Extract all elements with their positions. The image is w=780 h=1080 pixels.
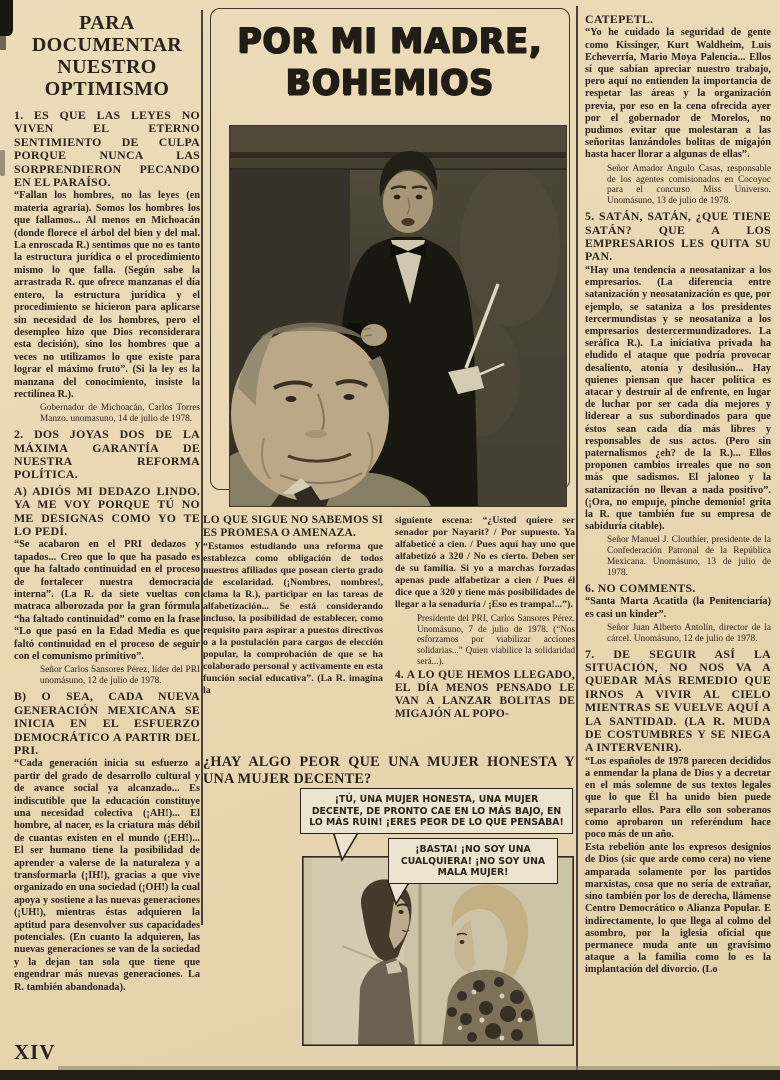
- scan-bottom-edge: [0, 1070, 780, 1080]
- speech-bubble-2: ¡BASTA! ¡NO SOY UNA CUALQUIERA! ¡NO SOY UNA MALA MUJER!: [388, 838, 558, 884]
- item-2-heading: 2. DOS JOYAS DOS DE LA MÁXIMA GARANTÍA DE NUESTRA REFORMA POLÍTICA.: [14, 427, 200, 482]
- center-column-1: [203, 514, 383, 697]
- item-4-heading: 4. A LO QUE HEMOS LLEGADO, EL DÍA MENOS PENSADO LE VAN A LANZAR BOLITAS DE MIGAJÓN AL POPO-: [395, 668, 575, 721]
- center-column-2: [395, 514, 575, 721]
- item-2a-heading: A) ADIÓS MI DEDAZO LINDO. YA ME VOY PORQUE TÚ NO ME DESIGNAS COMO YO TE LO PEDÍ.: [14, 483, 200, 538]
- item-2b-heading: B) O SEA, CADA NUEVA GENERACIÓN MEXICANA SE INICIA EN EL ESFUERZO DEMOCRÁTICO A PARTIR DEL PRI.: [14, 689, 200, 757]
- item-1-heading: 1. ES QUE LAS LEYES NO VIVEN EL ETERNO SENTIMIENTO DE CULPA PORQUE NUNCA LAS SORPRENDIERON PECANDO EN EL PARAÍSO.: [14, 108, 200, 190]
- photo-two-men: [230, 126, 566, 506]
- item-6-body: “Santa Marta Acatitla (la Penitenciaría) es casi un kinder”.: [585, 596, 771, 620]
- promise-heading: LO QUE SIGUE NO SABEMOS SI ES PROMESA O AMENAZA.: [203, 514, 383, 540]
- promise-body: “Estamos estudiando una reforma que establezca como obligación de todos nuestros afiliados que posean cierto grado de escolaridad. (¡Nombres, nombres!, clama la R.), participar en las tareas de alfabetización... Se está considerando incluso, la posibilidad de establecer, como requisito para aspirar a puestos directivos o a la postulación para cargos de elección popular, la comprobación de que se ha colaborado personal y activamente en esta función social educativa”. (La R. imagina la: [203, 541, 383, 697]
- item-4-attribution: Señor Amador Angulo Casas, responsable de los agentes comisionados en Cocoyoc para el concurso Miss Universo. Unomásuno, 13 de julio de 1978.: [607, 163, 771, 207]
- item-6-heading: 6. NO COMMENTS.: [585, 580, 696, 595]
- scan-corner-mark-2: [0, 36, 6, 50]
- comic-panel-illustration: [302, 856, 574, 1046]
- item-7-heading: 7. DE SEGUIR ASÍ LA SITUACIÓN, NO NOS VA A QUEDAR MÁS REMEDIO QUE IRNOS A VIVIR AL CIELO MIENTRAS SE VUELVE AQUÍ A LA SANTIDAD. (LA R. MUDA DE COSTUMBRES Y SE NIEGA A INTERVENIR).: [585, 646, 771, 755]
- item-6-attribution: Señor Juan Alberto Antolín, director de la cárcel. Unomásuno, 12 de julio de 1978.: [607, 622, 771, 644]
- item-1-body: “Fallan los hombres, no las leyes (en materia agraria). Somos los hombres los que fallamos... Al menos en Michoacán (donde florece el árbol del bien y del mal. La enroscada R.) sentimos que no es tanto la estructura jurídica o el procedimiento mismo lo que falla. (Según sabe la arrastrada R. que ofrece manzanas el día entero, la estructura jurídica y el procedimiento se hicieron para aplicarse sin necesidad de los hombres, pero el desempleo hizo que Dios reconsiderara esta decisión), sino los hombres que a veces no utilizamos lo que existe para lograr el máximo fruto”. (Si la ley es la manzana del conocimiento, insiste la rectilínea R.).: [14, 190, 200, 400]
- scan-corner-mark: [0, 0, 13, 36]
- item-5-body: “Hay una tendencia a neosatanizar a los empresarios. (La diferencia entre satanización y neosatanización es que, por ejemplo, se sataniza a los presidentes tercermundistas y se neosataniza a los empresarios destercermundizadores. La seráfica R.). La iniciativa privada ha eludido el ataque que podría provocar desaliento, atonía y desilusión... Hay quienes piensan que hacer política es atacar y destruir al de enfrente, en lugar de luchar por ser cada día mejores y liderear a sus subordinados para que éstos sean cada día más libres y responsables de sus actos. (Pero sin paternalismos ¿eh? de la R.)... Ellos proponen cambios irreales que no son más que sadismos. El jaloneo y la satanización no llevan a nada positivo”. (¡Ora, no empuje, pinche demonio! grita la R. que también fue su empresa de sabiduría citable).: [585, 264, 771, 533]
- right-column: [585, 10, 771, 977]
- section-headline: PARA DOCUMENTAR NUESTRO OPTIMISMO: [31, 12, 183, 100]
- item-7-body-1: “Los españoles de 1978 parecen decididos a enmendar la plana de Dios y a decretar en el más solemne de sus textos legales que lo que Él ha unido bien puede separarlo ellos. Para ello son soberanos como aprobaron un referéndum hace poco más de un año.: [585, 755, 771, 841]
- item-7-body-2: Esta rebelión ante los expresos designios de Dios (sic que arde como cera) no viene amparada solamente por los partidos marxistas, cosa que no sería de extrañar, sino también por los de derecha, llámense Centro Democrático o Alianza Popular. E indirectamente, lo que llega al colmo del asombro, por la iglesia oficial que permanece muda ante un gravísimo ataque a la familia como lo es la implantación del divorcio. (Lo: [585, 842, 771, 976]
- scan-edge-speck: [0, 150, 5, 176]
- article-headline: [212, 20, 568, 103]
- speech-tail-1: [330, 830, 364, 862]
- speech-tail-2: [386, 880, 414, 906]
- speech-bubble-1: ¡TÚ, UNA MUJER HONESTA, UNA MUJER DECENTE, DE PRONTO CAE EN LO MÁS BAJO, EN LO MÁS RUIN! ¡ERES PEOR DE LO QUE PENSABA!: [300, 788, 573, 834]
- photo-two-men-illustration: [230, 126, 566, 506]
- scene-attribution: Presidente del PRI, Carlos Sansores Pérez. Unomásuno, 7 de julio de 1978. (“Nos esforzamos por viabilizar acciones solidarias...” Quien viabilice la solidaridad será...).: [417, 613, 575, 666]
- column-divider-right: [576, 6, 578, 1070]
- comic-crosshead: ¿HAY ALGO PEOR QUE UNA MUJER HONESTA Y UNA MUJER DECENTE?: [203, 754, 575, 787]
- item-1-attribution: Gobernador de Michoacán, Carlos Torres Manzo. unomasuno, 14 de julio de 1978.: [40, 403, 200, 425]
- column-divider-left: [201, 10, 203, 925]
- item-5-attribution: Señor Manuel J. Clouthier, presidente de la Confederación Patronal de la República Mexicana. Unomásuno, 13 de julio de 1978.: [607, 535, 771, 579]
- item-2b-body: “Cada generación inicia su esfuerzo a partir del grado de desarrollo cultural y de avance social ya alcanzado... Es indiscutible que la educación constituye una necesidad colectiva (¡AH!)... El hombre, al nacer, es la criatura más débil de cuantas existen en el mundo (¡EH!)... El ser humano tiene la posibilidad de aprender a valerse de la naturaleza y a transformarla (¡IH!), gracias a que vive organizado en una sociedad (¡OH!) la cual apoya y sostiene a las nuevas generaciones (¡UH!), mientras éstas adquieren la aptitud para desenvolver sus capacidades potenciales. (En cuanto la adquieren, las nuevas generaciones se van de la sociedad y la dejan tan sola que tiene que engendrar más nuevas generaciones. La R. también abandonada).: [14, 758, 200, 993]
- item-5-heading: 5. SATÁN, SATÁN, ¿QUE TIENE SATÁN? QUE A LOS EMPRESARIOS LES QUITA SU PAN.: [585, 209, 771, 264]
- item-2a-body: “Se acabaron en el PRI dedazos y tapados... Creo que lo que ha pasado es que ha faltado continuidad en el proceso de fortalecer nuestra democracia interna”. (La R. da siete vueltas con matraca alborozada por la gran fórmula “ha faltado continuidad” como en la frase “Lo que pasó en la Edad Media es que faltó continuidad en el proceso de seguir con el comunismo primitivo”.: [14, 539, 200, 663]
- comic-panel: [302, 856, 574, 1046]
- item-4-body: “Yo he cuidado la seguridad de gente como Kissinger, Kurt Waldheim, Luis Echeverría, Mario Moya Palencia... Ellos sí que sabían apreciar nuestro trabajo, pero aquí no entienden la importancia de respetar las áreas y la organización previa, por eso en la cena ofrecida ayer por el gobernador de Morelos, no pudimos evitar que molestaran a las señoritas lanzándoles bolitas de migajón hasta hacer llorar a algunas de ellas”.: [585, 27, 771, 161]
- scene-body: siguiente escena: “¿Usted quiere ser senador por Nayarit? / Por supuesto. Ya alfabeticé a cien. / Pues aquí hay uno que alfabetizó a 320 / No es cierto. Deben ser de su familia. Si yo a marchas forzadas apenas pude alfabetizar a cien / Pues él dice que a 320 y tiene más posibilidades de llegar a la senaduría / ¡Eso es trampa!...”).: [395, 515, 575, 610]
- page-number: XIV: [14, 1040, 56, 1064]
- item-2a-attribution: Señor Carlos Sansores Pérez, líder del PRI unomásuno, 12 de julio de 1978.: [40, 665, 200, 687]
- item-4-continuation: CATEPETL.: [585, 12, 654, 26]
- left-column: [14, 12, 200, 994]
- article-headline-line2: BOHEMIOS: [285, 62, 495, 103]
- article-headline-line1: POR MI MADRE,: [237, 20, 543, 61]
